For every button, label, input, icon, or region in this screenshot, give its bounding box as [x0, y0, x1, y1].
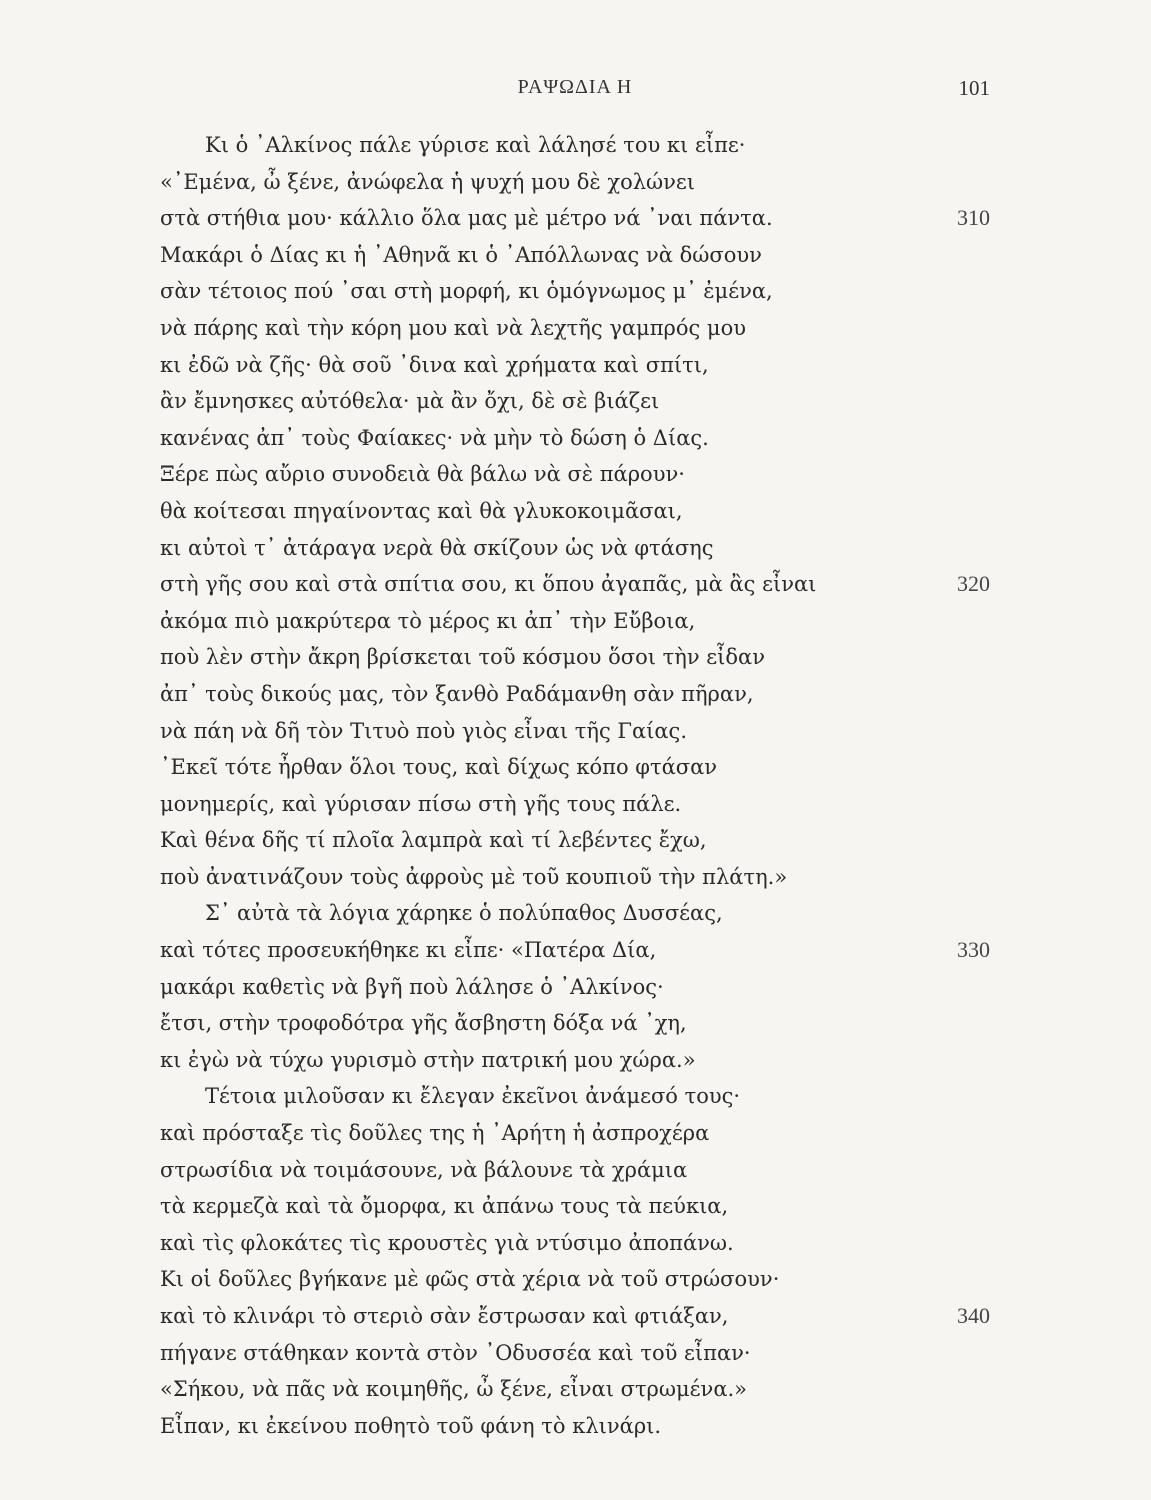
verse-text: ποὺ ἀνατινάζουν τοὺς ἀφροὺς μὲ τοῦ κουπιοῦ τὴν πλάτη.»: [160, 864, 788, 889]
verse-line: [160, 1371, 990, 1408]
verse-line: [160, 347, 990, 384]
verse-text: ἀκόμα πιὸ μακρύτερα τὸ μέρος κι ἀπ᾽ τὴν Εὔβοια,: [160, 608, 696, 633]
verse-line: [160, 200, 990, 237]
verse-text: κανένας ἀπ᾽ τοὺς Φαίακες· νὰ μὴν τὸ δώση ὁ Δίας.: [160, 425, 709, 450]
verse-text: καὶ τότες προσευκήθηκε κι εἶπε· «Πατέρα Δία,: [160, 938, 657, 963]
verse-line: [160, 237, 990, 274]
verse-text: καὶ πρόσταξε τὶς δοῦλες της ἡ ᾽Αρήτη ἡ ἀσπροχέρα: [160, 1121, 710, 1146]
verse-line: [160, 530, 990, 567]
verse-text: ᾽Εκεῖ τότε ἦρθαν ὅλοι τους, καὶ δίχως κόπο φτάσαν: [160, 755, 718, 780]
verse-line: [160, 786, 990, 823]
verse-text: Τέτοια μιλοῦσαν κι ἔλεγαν ἐκεῖνοι ἀνάμεσό τους·: [205, 1084, 741, 1109]
verse-line: [160, 1078, 990, 1115]
verse-text: «᾽Εμένα, ὦ ξένε, ἀνώφελα ἡ ψυχή μου δὲ χολώνει: [160, 169, 696, 194]
verse-line: [160, 895, 990, 932]
verse-line: [160, 676, 990, 713]
verse-line: [160, 1152, 990, 1189]
verse-text: Μακάρι ὁ Δίας κι ἡ ᾽Αθηνᾶ κι ὁ ᾽Απόλλωνας νὰ δώσουν: [160, 242, 762, 267]
verse-text: πήγανε στάθηκαν κοντὰ στὸν ᾽Οδυσσέα καὶ τοῦ εἶπαν·: [160, 1340, 751, 1365]
verse-text: Εἶπαν, κι ἐκείνου ποθητὸ τοῦ φάνη τὸ κλινάρι.: [160, 1413, 662, 1438]
verse-text: ἀπ᾽ τοὺς δικούς μας, τὸν ξανθὸ Ραδάμανθη σὰν πῆραν,: [160, 681, 754, 706]
verse-line: [160, 1335, 990, 1372]
verse-line: [160, 273, 990, 310]
running-title: ΡΑΨΩΔΙΑ Η: [517, 76, 633, 98]
verse-text: νὰ πάη νὰ δῆ τὸν Τιτυὸ ποὺ γιὸς εἶναι τῆς Γαίας.: [160, 718, 687, 743]
verse-text: Σ᾽ αὐτὰ τὰ λόγια χάρηκε ὁ πολύπαθος Δυσσέας,: [205, 901, 723, 926]
verse-line: [160, 456, 990, 493]
verse-line: [160, 1225, 990, 1262]
verse-line: [160, 639, 990, 676]
line-number: 320: [957, 571, 990, 597]
verse-line: [160, 1005, 990, 1042]
verse-text: κι αὐτοὶ τ᾽ ἀτάραγα νερὰ θὰ σκίζουν ὡς νὰ φτάσης: [160, 535, 714, 560]
verse-line: [160, 859, 990, 896]
verse-text: Κι ὁ ᾽Αλκίνος πάλε γύρισε καὶ λάλησέ του κι εἶπε·: [205, 133, 746, 157]
line-number: 340: [957, 1303, 990, 1328]
verse-line: [160, 127, 990, 164]
verse-text: Κι οἱ δοῦλες βγήκανε μὲ φῶς στὰ χέρια νὰ τοῦ στρώσουν·: [160, 1267, 780, 1292]
verse-text: ἂν ἔμνησκες αὐτόθελα· μὰ ἂν ὄχι, δὲ σὲ βιάζει: [160, 389, 660, 414]
verse-text: Ξέρε πὼς αὔριο συνοδειὰ θὰ βάλω νὰ σὲ πάρουν·: [160, 462, 685, 487]
verse-line: [160, 1188, 990, 1225]
verse-line: [160, 1115, 990, 1152]
verse-line: [160, 420, 990, 457]
verse-text: θὰ κοίτεσαι πηγαίνοντας καὶ θὰ γλυκοκοιμᾶσαι,: [160, 498, 683, 523]
verse-text: ἔτσι, στὴν τροφοδότρα γῆς ἄσβηστη δόξα νά ᾽χη,: [160, 1011, 687, 1036]
verse-text: «Σήκου, νὰ πᾶς νὰ κοιμηθῆς, ὦ ξένε, εἶναι στρωμένα.»: [160, 1377, 748, 1402]
page-header: [160, 72, 990, 104]
verse-line: [160, 969, 990, 1006]
verse-text: νὰ πάρης καὶ τὴν κόρη μου καὶ νὰ λεχτῆς γαμπρός μου: [160, 315, 746, 340]
verse-line: [160, 1298, 990, 1335]
verse-text: ποὺ λὲν στὴν ἄκρη βρίσκεται τοῦ κόσμου ὅσοι τὴν εἶδαν: [160, 645, 765, 670]
verse-text: σὰν τέτοιος πού ᾽σαι στὴ μορφή, κι ὁμόγνωμος μ᾽ ἐμένα,: [160, 279, 773, 304]
verse-line: [160, 493, 990, 530]
verse-text: μονημερίς, καὶ γύρισαν πίσω στὴ γῆς τους πάλε.: [160, 791, 682, 816]
line-number: 330: [957, 937, 990, 963]
verse-line: [160, 932, 990, 969]
verse-line: [160, 310, 990, 347]
verse-text: Καὶ θένα δῆς τί πλοῖα λαμπρὰ καὶ τί λεβέντες ἔχω,: [160, 828, 707, 853]
verse-line: [160, 383, 990, 420]
verse-text: μακάρι καθετὶς νὰ βγῆ ποὺ λάλησε ὁ ᾽Αλκίνος·: [160, 974, 664, 999]
verse-line: [160, 749, 990, 786]
verse-text: στὰ στήθια μου· κάλλιο ὅλα μας μὲ μέτρο νά ᾽ναι πάντα.: [160, 206, 773, 231]
verse-line: [160, 566, 990, 603]
poem-text: [160, 127, 990, 1444]
verse-line: [160, 713, 990, 750]
verse-text: κι ἐγὼ νὰ τύχω γυρισμὸ στὴν πατρική μου χώρα.»: [160, 1047, 696, 1072]
line-number: 310: [957, 205, 990, 231]
verse-text: στὴ γῆς σου καὶ στὰ σπίτια σου, κι ὅπου ἀγαπᾶς, μὰ ἂς εἶναι: [160, 572, 817, 597]
page-number: 101: [958, 76, 990, 100]
verse-line: [160, 822, 990, 859]
verse-line: [160, 1261, 990, 1298]
verse-line: [160, 1408, 990, 1445]
verse-text: τὰ κερμεζὰ καὶ τὰ ὄμορφα, κι ἀπάνω τους τὰ πεύκια,: [160, 1194, 729, 1219]
verse-text: κι ἐδῶ νὰ ζῆς· θὰ σοῦ ᾽δινα καὶ χρήματα καὶ σπίτι,: [160, 352, 709, 377]
verse-line: [160, 164, 990, 201]
verse-text: καὶ τὸ κλινάρι τὸ στεριὸ σὰν ἔστρωσαν καὶ φτιάξαν,: [160, 1304, 729, 1328]
verse-line: [160, 603, 990, 640]
verse-line: [160, 1042, 990, 1079]
verse-text: καὶ τὶς φλοκάτες τὶς κρουστὲς γιὰ ντύσιμο ἀποπάνω.: [160, 1230, 734, 1255]
verse-text: στρωσίδια νὰ τοιμάσουνε, νὰ βάλουνε τὰ χράμια: [160, 1157, 688, 1182]
